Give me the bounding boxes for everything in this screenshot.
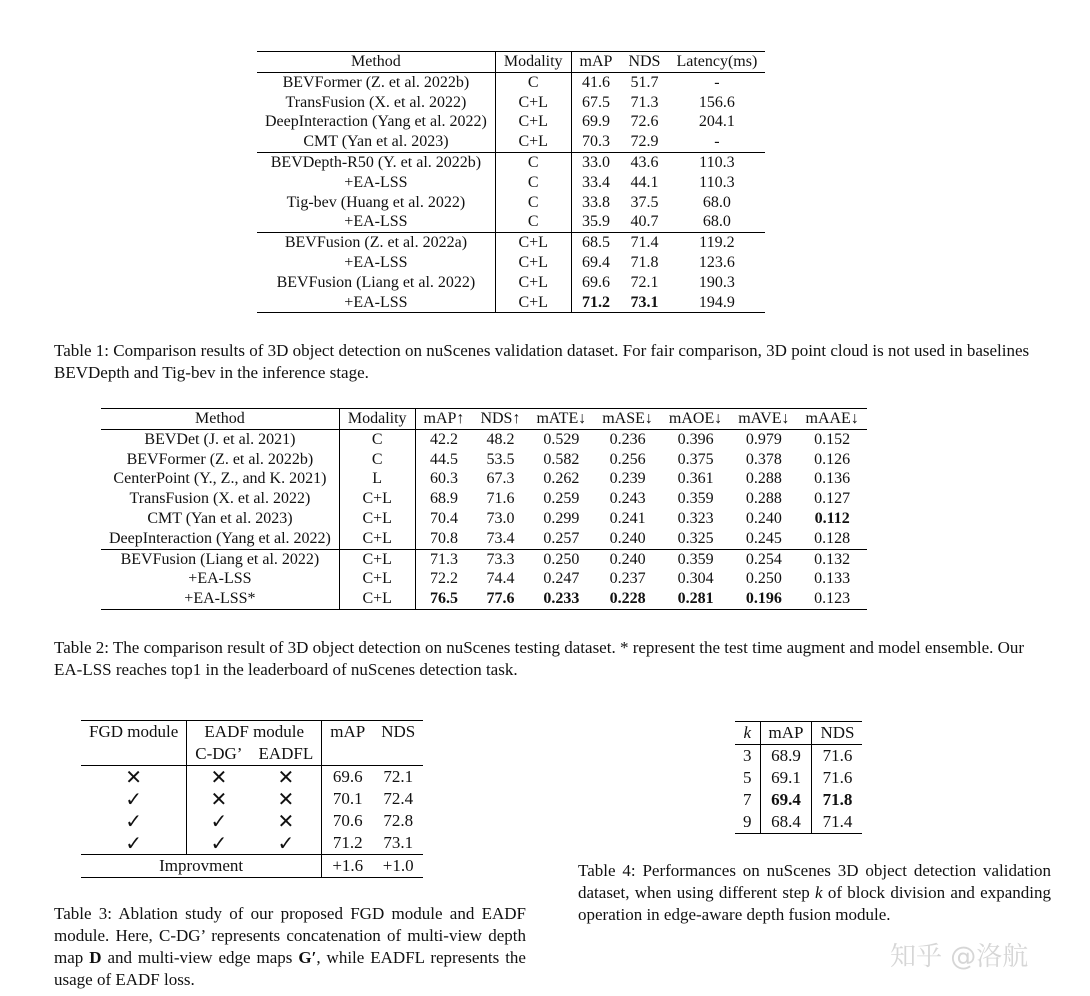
t2-cell: C+L bbox=[339, 569, 415, 589]
t1-cell: 72.6 bbox=[630, 113, 659, 131]
t2-cell: 0.132 bbox=[798, 549, 867, 569]
t2-cell: 0.112 bbox=[814, 509, 850, 527]
table-row bbox=[101, 469, 867, 489]
t3-head-blank-3 bbox=[373, 743, 423, 766]
t1-cell: +EA-LSS bbox=[257, 212, 495, 232]
symbol-G-prime: G′ bbox=[298, 948, 317, 967]
t1-cell: +EA-LSS bbox=[257, 293, 495, 313]
t2-cell: C+L bbox=[339, 509, 415, 529]
t2-cell: 0.361 bbox=[677, 470, 714, 488]
t2-cell: 0.247 bbox=[543, 570, 580, 588]
t1-cell: 68.0 bbox=[702, 193, 731, 211]
t2-cell: 0.288 bbox=[745, 490, 782, 508]
t3-head-map: mAP bbox=[322, 721, 373, 744]
table-row bbox=[101, 429, 867, 449]
t2-cell: BEVFormer (Z. et al. 2022b) bbox=[101, 450, 339, 470]
t4-cell: 71.4 bbox=[812, 811, 863, 834]
t1-cell: C bbox=[495, 212, 571, 232]
t2-cell: 0.281 bbox=[661, 589, 730, 609]
t1-cell: C bbox=[495, 193, 571, 213]
table-row bbox=[101, 589, 867, 609]
t2-cell: C bbox=[339, 429, 415, 449]
t1-cell: CMT (Yan et al. 2023) bbox=[257, 132, 495, 152]
t2-cell: 0.243 bbox=[609, 490, 646, 508]
t1-cell: 71.8 bbox=[630, 253, 659, 271]
t2-cell: 0.250 bbox=[745, 570, 782, 588]
t3-improvement-label: Improvment bbox=[81, 855, 322, 878]
t2-cell: 0.378 bbox=[745, 450, 782, 468]
t4-cell: 69.1 bbox=[760, 767, 812, 789]
table-row bbox=[101, 529, 867, 549]
t1-cell: C+L bbox=[495, 293, 571, 313]
t2-cell: 0.304 bbox=[677, 570, 714, 588]
t1-cell: 33.0 bbox=[571, 152, 620, 172]
t2-cell: 68.9 bbox=[429, 490, 458, 508]
t1-cell: 72.9 bbox=[630, 133, 659, 151]
t2-cell: 0.259 bbox=[543, 490, 580, 508]
t2-header: mAVE↓ bbox=[730, 409, 797, 430]
t2-cell: 0.245 bbox=[745, 529, 782, 547]
t2-cell: 0.262 bbox=[543, 470, 580, 488]
t3-cell: 70.6 bbox=[332, 811, 363, 830]
t4-cell: 9 bbox=[735, 811, 760, 834]
t4-cell: 5 bbox=[735, 767, 760, 789]
t1-cell: C bbox=[495, 72, 571, 92]
check-icon: ✓ bbox=[81, 788, 187, 810]
check-icon: ✓ bbox=[210, 831, 228, 855]
t4-header: NDS bbox=[812, 722, 863, 745]
t2-header: Method bbox=[101, 409, 339, 430]
t2-cell: 70.4 bbox=[429, 509, 458, 527]
t1-header: mAP bbox=[571, 52, 620, 73]
t2-cell: L bbox=[339, 469, 415, 489]
t2-cell: 0.256 bbox=[609, 450, 646, 468]
t2-cell: 0.257 bbox=[543, 529, 580, 547]
t1-cell: 33.4 bbox=[581, 173, 610, 191]
t2-header: Modality bbox=[339, 409, 415, 430]
table-row bbox=[81, 832, 423, 855]
t2-cell: 53.5 bbox=[486, 450, 515, 468]
table-row bbox=[257, 273, 765, 293]
t2-cell: 0.240 bbox=[745, 509, 782, 527]
t1-cell: 43.6 bbox=[620, 152, 668, 172]
t2-cell: 0.127 bbox=[814, 490, 851, 508]
t2-cell: 77.6 bbox=[472, 589, 528, 609]
t3-head-fgd: FGD module bbox=[81, 721, 187, 744]
t1-cell: 67.5 bbox=[581, 93, 610, 111]
t2-cell: 0.529 bbox=[543, 430, 580, 448]
t3-head-cdg: C-DG’ bbox=[187, 743, 251, 766]
t2-header: mAOE↓ bbox=[661, 409, 730, 430]
t2-cell: 60.3 bbox=[429, 470, 458, 488]
t2-cell: C+L bbox=[339, 529, 415, 549]
table-row bbox=[257, 253, 765, 273]
t2-cell: 0.126 bbox=[814, 450, 851, 468]
cross-icon: ✕ bbox=[81, 766, 187, 789]
t1-cell: 40.7 bbox=[630, 213, 659, 231]
t1-cell: Tig-bev (Huang et al. 2022) bbox=[257, 193, 495, 213]
table-row bbox=[257, 293, 765, 313]
table-row bbox=[735, 789, 862, 811]
t2-cell: +EA-LSS bbox=[101, 569, 339, 589]
symbol-k: k bbox=[815, 883, 823, 902]
t1-cell: 69.9 bbox=[581, 113, 610, 131]
t2-cell: 73.3 bbox=[472, 549, 528, 569]
t1-header: Latency(ms) bbox=[668, 52, 765, 73]
t1-cell: 73.1 bbox=[620, 293, 668, 313]
t4-cell: 3 bbox=[735, 745, 760, 768]
t1-cell: 110.3 bbox=[699, 173, 735, 191]
t4-cell: 71.8 bbox=[822, 790, 853, 809]
table-row bbox=[257, 132, 765, 152]
t4-header: k bbox=[735, 722, 760, 745]
t2-cell: 0.375 bbox=[677, 450, 714, 468]
t1-cell: 37.5 bbox=[630, 193, 659, 211]
t2-cell: 76.5 bbox=[415, 589, 472, 609]
t2-cell: 0.254 bbox=[730, 549, 797, 569]
t1-cell: C bbox=[495, 152, 571, 172]
t2-cell: 0.359 bbox=[677, 490, 714, 508]
t1-cell: - bbox=[714, 73, 720, 91]
t2-cell: 0.359 bbox=[661, 549, 730, 569]
t2-cell: 0.323 bbox=[677, 509, 714, 527]
t1-cell: 44.1 bbox=[630, 173, 659, 191]
cross-icon: ✕ bbox=[210, 765, 228, 789]
t1-cell: C+L bbox=[495, 253, 571, 273]
t4-header: mAP bbox=[760, 722, 812, 745]
t3-head-eadfl: EADFL bbox=[250, 743, 321, 766]
cross-icon: ✕ bbox=[250, 788, 321, 810]
table-row bbox=[257, 173, 765, 193]
t2-cell: 0.979 bbox=[745, 430, 782, 448]
t2-cell: 71.3 bbox=[415, 549, 472, 569]
table-row bbox=[257, 193, 765, 213]
t2-cell: 48.2 bbox=[486, 430, 515, 448]
t1-cell: 68.0 bbox=[702, 213, 731, 231]
t1-cell: +EA-LSS bbox=[257, 253, 495, 273]
t2-cell: BEVFusion (Liang et al. 2022) bbox=[101, 549, 339, 569]
t2-cell: 0.288 bbox=[745, 470, 782, 488]
t1-cell: 70.3 bbox=[581, 133, 610, 151]
t3-head-blank-2 bbox=[322, 743, 373, 766]
t1-cell: 71.4 bbox=[620, 233, 668, 253]
t2-cell: C+L bbox=[339, 589, 415, 609]
table-2-caption: Table 2: The comparison result of 3D object detection on nuScenes testing dataset. * represent the test time augment and model ensemble. Our EA-LSS reaches top1 in the leaderboard of nuScenes detection task. bbox=[54, 638, 1025, 679]
check-icon: ✓ bbox=[250, 832, 321, 855]
t2-cell: 0.299 bbox=[543, 509, 580, 527]
table-row bbox=[257, 152, 765, 172]
t2-cell: 0.128 bbox=[814, 529, 851, 547]
t1-cell: - bbox=[714, 133, 720, 151]
t1-cell: 194.9 bbox=[668, 293, 765, 313]
symbol-D: D bbox=[89, 948, 102, 967]
t1-cell: 33.8 bbox=[581, 193, 610, 211]
t1-cell: BEVFormer (Z. et al. 2022b) bbox=[257, 72, 495, 92]
t2-cell: 0.133 bbox=[814, 570, 851, 588]
t3-cell: 72.4 bbox=[383, 789, 414, 808]
t2-header: mASE↓ bbox=[594, 409, 661, 430]
t1-cell: 35.9 bbox=[581, 213, 610, 231]
t4-cell: 7 bbox=[735, 789, 760, 811]
t2-header: mAP↑ bbox=[415, 409, 472, 430]
t1-cell: 123.6 bbox=[698, 253, 735, 271]
check-icon: ✓ bbox=[210, 809, 228, 833]
t2-cell: 0.152 bbox=[814, 430, 851, 448]
t1-cell: BEVDepth-R50 (Y. et al. 2022b) bbox=[257, 152, 495, 172]
t1-cell: 69.6 bbox=[581, 273, 610, 291]
cross-icon: ✕ bbox=[250, 766, 321, 789]
t3-head-nds: NDS bbox=[373, 721, 423, 744]
t1-cell: 41.6 bbox=[581, 73, 610, 91]
table-1-caption: Table 1: Comparison results of 3D object detection on nuScenes validation dataset. For fair comparison, 3D point cloud is not used in baselines BEVDepth and Tig-bev in the inference stage. bbox=[54, 341, 1030, 382]
t2-cell: C bbox=[339, 450, 415, 470]
t1-cell: 72.1 bbox=[630, 273, 659, 291]
table-row bbox=[101, 549, 867, 569]
t1-header: NDS bbox=[620, 52, 668, 73]
t2-cell: 0.196 bbox=[730, 589, 797, 609]
t3-cell: 73.1 bbox=[383, 833, 414, 852]
table-3 bbox=[81, 720, 423, 878]
t2-cell: BEVDet (J. et al. 2021) bbox=[101, 429, 339, 449]
t2-cell: 74.4 bbox=[486, 570, 515, 588]
cross-icon: ✕ bbox=[250, 810, 321, 832]
t2-cell: 73.0 bbox=[486, 509, 515, 527]
cross-icon: ✕ bbox=[210, 787, 228, 811]
table-row bbox=[101, 450, 867, 470]
table-3-caption: Table 3: Ablation study of our proposed FGD module and EADF module. Here, C-DG’ represents concatenation of multi-view depth map D and multi-view edge maps G′, while EADFL represents the usage of EADF loss. bbox=[54, 904, 526, 989]
table-row bbox=[81, 766, 423, 789]
t2-header: mAAE↓ bbox=[798, 409, 867, 430]
t1-cell: C+L bbox=[495, 132, 571, 152]
table-row bbox=[257, 93, 765, 113]
t2-cell: 0.233 bbox=[528, 589, 594, 609]
t2-cell: 0.136 bbox=[814, 470, 851, 488]
t1-cell: BEVFusion (Z. et al. 2022a) bbox=[257, 233, 495, 253]
t2-cell: C+L bbox=[339, 549, 415, 569]
t1-cell: 71.3 bbox=[630, 93, 659, 111]
t1-cell: 156.6 bbox=[698, 93, 735, 111]
table-2 bbox=[101, 408, 867, 610]
t4-cell: 71.6 bbox=[822, 746, 853, 765]
table-row bbox=[735, 767, 862, 789]
t2-cell: +EA-LSS* bbox=[101, 589, 339, 609]
t1-cell: DeepInteraction (Yang et al. 2022) bbox=[257, 112, 495, 132]
t2-cell: 0.396 bbox=[677, 430, 714, 448]
t2-cell: 0.239 bbox=[609, 470, 646, 488]
t1-cell: C+L bbox=[495, 273, 571, 293]
t2-cell: 70.8 bbox=[429, 529, 458, 547]
t2-cell: 0.240 bbox=[609, 529, 646, 547]
table-row bbox=[257, 72, 765, 92]
t3-improvement-nds: +1.0 bbox=[373, 855, 423, 878]
t2-cell: CenterPoint (Y., Z., and K. 2021) bbox=[101, 469, 339, 489]
table-row bbox=[257, 233, 765, 253]
t1-cell: +EA-LSS bbox=[257, 173, 495, 193]
watermark: 知乎 @洛航 bbox=[890, 942, 1029, 972]
t1-cell: C+L bbox=[495, 93, 571, 113]
t1-cell: 71.2 bbox=[571, 293, 620, 313]
t4-cell: 69.4 bbox=[760, 789, 812, 811]
t1-header: Method bbox=[257, 52, 495, 73]
t3-cell: 70.1 bbox=[332, 789, 363, 808]
t2-cell: 0.228 bbox=[594, 589, 661, 609]
t1-cell: 68.5 bbox=[571, 233, 620, 253]
t2-cell: 0.237 bbox=[609, 570, 646, 588]
t3-cell: 69.6 bbox=[332, 767, 363, 786]
t4-cell: 71.6 bbox=[822, 768, 853, 787]
t2-cell: 71.6 bbox=[486, 490, 515, 508]
t2-cell: 73.4 bbox=[486, 529, 515, 547]
check-icon: ✓ bbox=[81, 832, 187, 855]
t2-cell: 0.250 bbox=[528, 549, 594, 569]
t3-cell: 72.8 bbox=[383, 811, 414, 830]
t1-cell: 190.3 bbox=[698, 273, 735, 291]
t2-cell: 0.240 bbox=[594, 549, 661, 569]
t2-cell: DeepInteraction (Yang et al. 2022) bbox=[101, 529, 339, 549]
table-4-caption: Table 4: Performances on nuScenes 3D object detection validation dataset, when using different step k of block division and expanding operation in edge-aware depth fusion module. bbox=[578, 861, 1051, 924]
t1-cell: C bbox=[495, 173, 571, 193]
check-icon: ✓ bbox=[81, 810, 187, 832]
t2-cell: C+L bbox=[339, 489, 415, 509]
t2-cell: 0.241 bbox=[609, 509, 646, 527]
t2-cell: CMT (Yan et al. 2023) bbox=[101, 509, 339, 529]
t2-cell: 0.325 bbox=[677, 529, 714, 547]
t1-cell: C+L bbox=[495, 233, 571, 253]
t4-cell: 68.9 bbox=[760, 745, 812, 768]
table-row bbox=[101, 489, 867, 509]
t1-cell: TransFusion (X. et al. 2022) bbox=[257, 93, 495, 113]
t1-header: Modality bbox=[495, 52, 571, 73]
table-row bbox=[81, 810, 423, 832]
table-row bbox=[257, 112, 765, 132]
t1-cell: 110.3 bbox=[668, 152, 765, 172]
t2-cell: TransFusion (X. et al. 2022) bbox=[101, 489, 339, 509]
t1-cell: 69.4 bbox=[581, 253, 610, 271]
table-1 bbox=[257, 51, 765, 313]
t3-head-eadf: EADF module bbox=[187, 721, 322, 744]
t2-cell: 44.5 bbox=[429, 450, 458, 468]
table-row bbox=[735, 811, 862, 834]
t2-cell: 42.2 bbox=[429, 430, 458, 448]
t2-cell: 0.582 bbox=[543, 450, 580, 468]
t2-cell: 67.3 bbox=[486, 470, 515, 488]
t1-cell: 51.7 bbox=[630, 73, 659, 91]
t3-head-blank bbox=[81, 743, 187, 766]
t2-cell: 0.123 bbox=[798, 589, 867, 609]
table-row bbox=[735, 745, 862, 768]
t1-cell: 204.1 bbox=[698, 113, 735, 131]
t2-header: NDS↑ bbox=[472, 409, 528, 430]
t4-cell: 68.4 bbox=[760, 811, 812, 834]
t1-cell: C+L bbox=[495, 112, 571, 132]
table-row bbox=[81, 788, 423, 810]
t3-improvement-map: +1.6 bbox=[322, 855, 373, 878]
t2-cell: 72.2 bbox=[429, 570, 458, 588]
table-row bbox=[257, 212, 765, 232]
t1-cell: 119.2 bbox=[668, 233, 765, 253]
t1-cell: BEVFusion (Liang et al. 2022) bbox=[257, 273, 495, 293]
table-row bbox=[101, 569, 867, 589]
t2-header: mATE↓ bbox=[528, 409, 594, 430]
table-4 bbox=[735, 721, 862, 834]
t3-cell: 71.2 bbox=[332, 833, 363, 852]
t2-cell: 0.236 bbox=[609, 430, 646, 448]
table-row bbox=[101, 509, 867, 529]
t3-cell: 72.1 bbox=[383, 767, 414, 786]
